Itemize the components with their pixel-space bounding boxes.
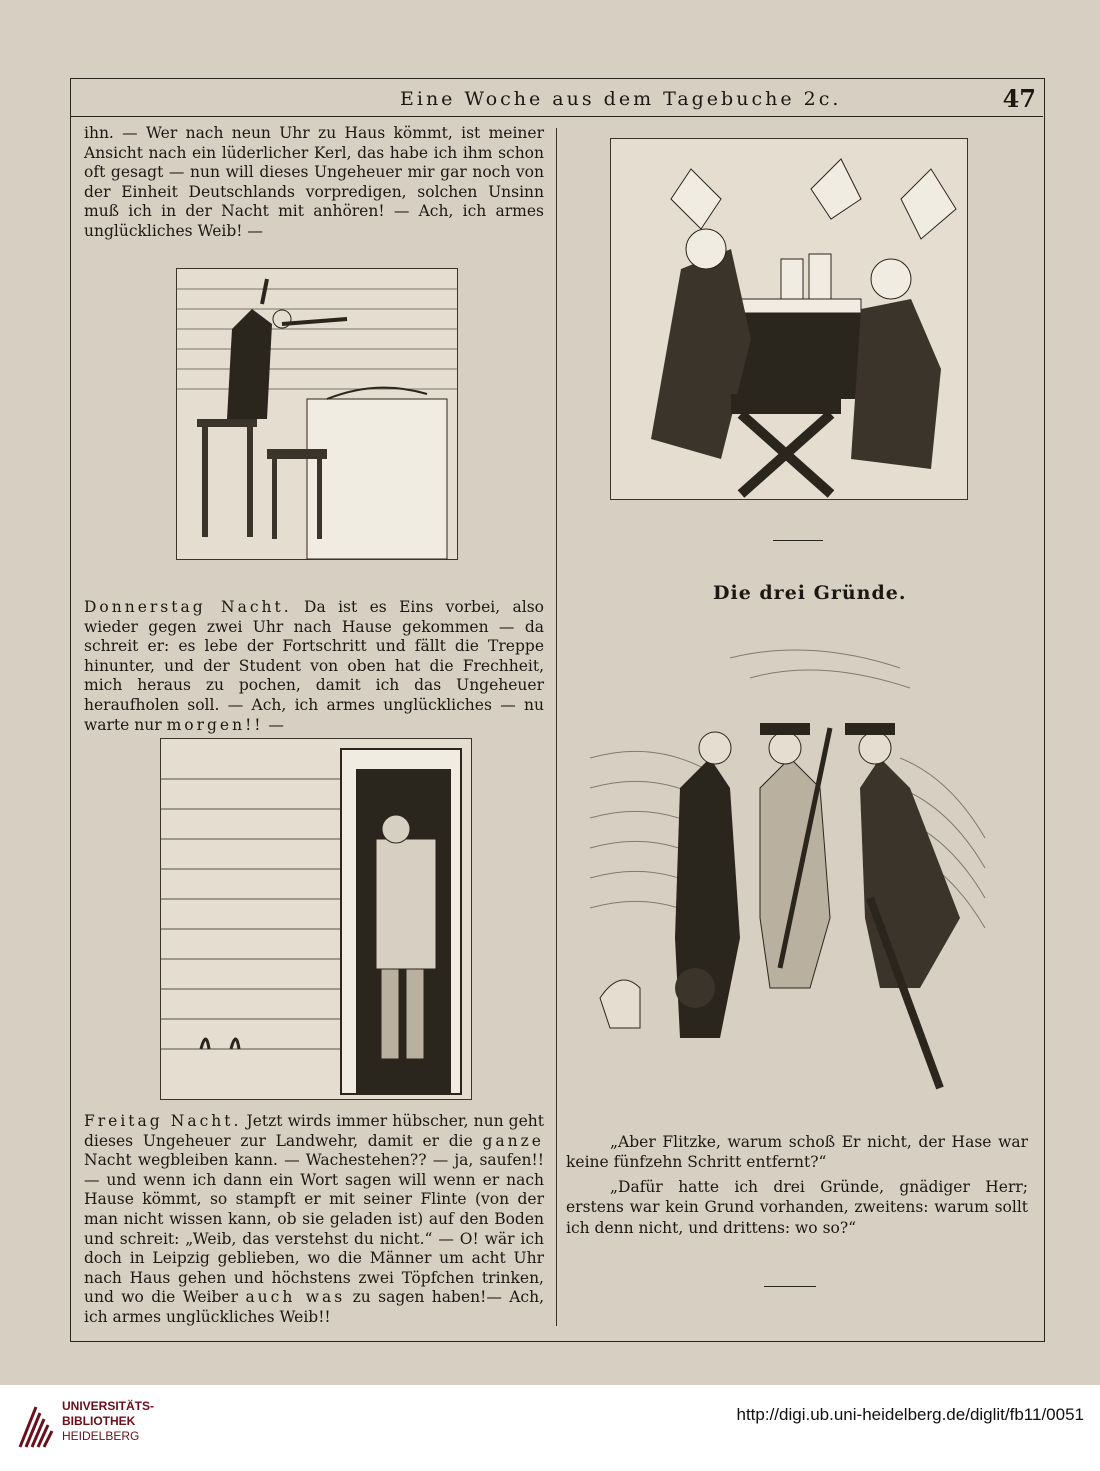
header-rule: [70, 116, 1043, 117]
library-name: [62, 1399, 154, 1444]
doorway-engraving: [161, 739, 471, 1099]
illustration-man-in-doorway: [160, 738, 472, 1100]
thursday-morgen: morgen!!: [166, 715, 264, 734]
divider-rule-top: [773, 540, 823, 541]
library-line-3: HEIDELBERG: [62, 1429, 140, 1443]
quote-1: „Aber Flitzke, warum schoß Er nicht, der Hase war keine fünfzehn Schritt entfernt?“: [566, 1133, 1028, 1172]
page-number: 47: [1002, 84, 1036, 113]
friday-auch-was: auch was: [245, 1288, 346, 1307]
friday-text-b: Nacht wegbleiben kann. — Wachestehen?? — ja, saufen!! — und wenn ich dann ein Wort sagen will wenn er nach Hause kömmt, so stampft er mit seiner Flinte (von der man nicht wissen kann, ob sie geladen ist) auf den Boden und schreit: „Weib, das verstehst du nicht.“ — O! wär ich doch in Leipzig geblieben, wo die Männer um acht Uhr nach Haus gehen und höchstens zwei Töpfchen trinken, und wo die Weiber: [84, 1151, 544, 1307]
permalink-url[interactable]: http://digi.ub.uni-heidelberg.de/diglit/fb11/0051: [736, 1405, 1084, 1424]
left-paragraph-3: [84, 1112, 544, 1328]
friday-ganze: ganze: [482, 1131, 544, 1150]
illustration-man-on-chair: [176, 268, 458, 560]
tavern-engraving: [611, 139, 967, 499]
illustration-three-hunters: [580, 638, 990, 1108]
friday-text-c: zu sagen haben!— Ach, ich armes unglückliches Weib!!: [84, 1288, 545, 1326]
quote-2: „Dafür hatte ich drei Gründe, gnädiger Herr; erstens war kein Grund vorhanden, zweitens: warum sollt ich denn nicht, und drittens: wo so?“: [566, 1177, 1028, 1237]
right-quote-block: [566, 1132, 1028, 1238]
thursday-text: Da ist es Eins vorbei, also wieder gegen zwei Uhr nach Hause gekommen — da schreit er: es lebe der Fortschritt und fällt die Treppe hinunter, und der Student von oben hat die Frechheit, mich heraus zu pochen, damit ich das Ungeheuer heraufholen soll. — Ach, ich armes unglückliches — nu warte nur: [84, 598, 544, 734]
library-line-1: UNIVERSITÄTS-: [62, 1399, 155, 1413]
thursday-end: —: [268, 715, 284, 734]
day-friday: Freitag Nacht.: [84, 1112, 242, 1130]
divider-rule-bottom: [764, 1286, 816, 1287]
hunters-engraving: [580, 638, 990, 1108]
left-paragraph-1: ihn. — Wer nach neun Uhr zu Haus kömmt, ist meiner Ansicht nach ein lüderlicher Kerl, das habe ich ihm schon oft gesagt — nun will dieses Ungeheuer mir gar noch von der Einheit Deutschlands vorpredigen, solchen Unsinn muß ich in der Nacht mit anhören! — Ach, ich armes unglückliches Weib! —: [84, 124, 544, 240]
running-head: Eine Woche aus dem Tagebuche 2c.: [400, 88, 842, 110]
library-line-2: BIBLIOTHEK: [62, 1414, 136, 1428]
day-thursday: Donnerstag Nacht.: [84, 598, 292, 616]
friday-text-a: Jetzt wirds immer hübscher, nun geht dieses Ungeheuer zur Landwehr, damit er die: [84, 1112, 544, 1150]
illustration-tavern-scene: [610, 138, 968, 500]
section-title: Die drei Gründe.: [713, 582, 907, 604]
man-on-chair-engraving: [177, 269, 457, 559]
library-logo-icon[interactable]: [16, 1399, 56, 1451]
left-paragraph-2: [84, 598, 544, 735]
viewer-footer: [0, 1385, 1100, 1471]
column-divider: [556, 128, 557, 1326]
